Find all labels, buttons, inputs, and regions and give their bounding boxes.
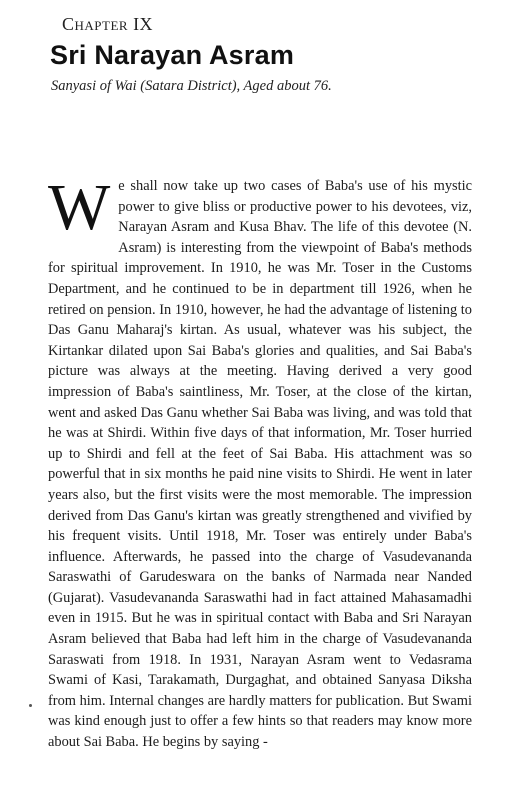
margin-mark: [29, 704, 32, 707]
chapter-label: Chapter IX: [62, 14, 154, 34]
body-paragraph: [48, 171, 472, 753]
body-text: e shall now take up two cases of Baba's use of his mystic power to give bliss or productive power to his devotees, viz, Narayan Asram and Kusa Bhav. The life of this devotee (N. Asram) is interesting from the viewpoint of Baba's methods for spiritual improvement. In 1910, he was Mr. Toser in the Customs Department, and he continued to be in department till 1926, when he retired on pension. In 1910, however, he had the advantage of listening to Das Ganu Maharaj's kirtan. As usual, whatever was his subject, the Kirtankar dilated upon Sai Baba's glories and qualities, and Sai Baba's picture was always at the meeting. Having derived a very good impression of Baba's saintliness, Mr. Toser, at the close of the kirtan, went and asked Das Ganu whether Sai Baba was living, and was told that he was at Shirdi. Within five days of that information, Mr. Toser hurried up to Shirdi and fell at the feet of Sai Baba. His attachment was so powerful that in six months he paid nine visits to Shirdi. He went in later years also, but the first visits were the most memorable. The impression derived from Das Ganu's kirtan was greatly strengthened and vivified by his frequent visits. Until 1918, Mr. Toser was entirely under Baba's influence. Afterwards, he passed into the charge of Vasudevananda Saraswathi of Garudeswara on the banks of Narmada near Nanded (Gujarat). Vasudevananda Saraswathi had in fact attained Mahasamadhi even in 1915. But he was in spiritual contact with Baba and Sri Narayan Asram believed that Baba had left him in the charge of Vasudevananda Saraswati from 1918. In 1931, Narayan Asram went to Vedasrama Swami of Kasi, Tarakamath, Durgaghat, and obtained Sanyasa Diksha from him. Internal changes are hardly matters for publication. But Swami was kind enough just to offer a few hints so that readers may know more about Sai Baba. He begins by saying -: [48, 178, 472, 751]
subtitle: Sanyasi of Wai (Satara District), Aged about 76.: [51, 78, 332, 94]
drop-cap: W: [48, 171, 111, 244]
page-title: Sri Narayan Asram: [50, 40, 295, 70]
